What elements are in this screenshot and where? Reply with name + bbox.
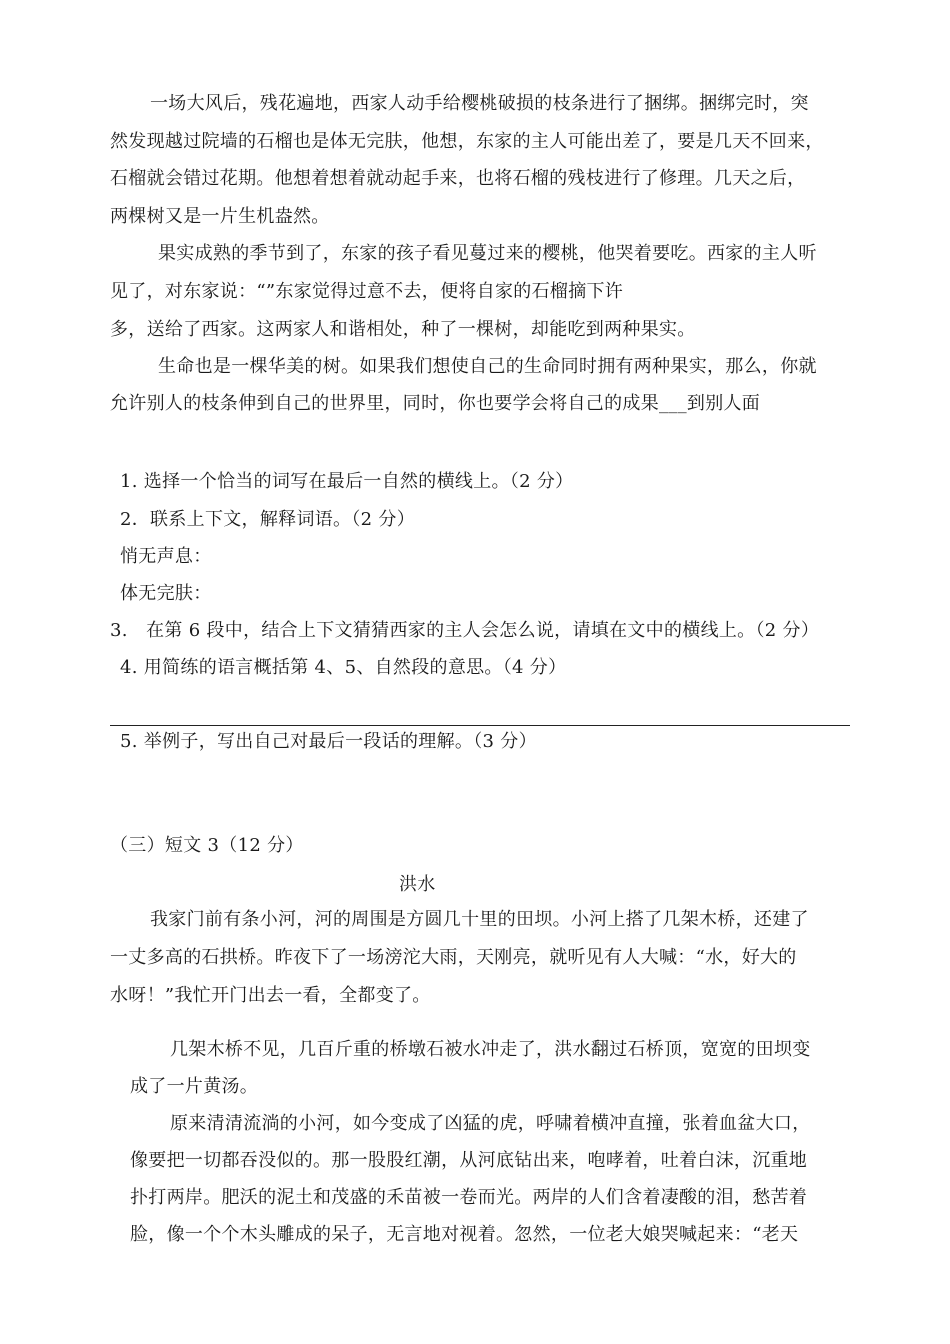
passage-line: 水呀！”我忙开门出去一看，全都变了。 — [110, 985, 431, 1006]
question-3: 3. 在第 6 段中，结合上下文猜猜西家的主人会怎么说，请填在文中的横线上。（2 分） — [110, 620, 820, 641]
passage-line: 像要把一切都吞没似的。那一股股红潮，从河底钻出来，咆哮着，吐着白沫，沉重地 — [130, 1150, 808, 1171]
passage-line: 多，送给了西家。这两家人和谐相处，种了一棵树，却能吃到两种果实。 — [110, 319, 696, 340]
passage-line: 扑打两岸。肥沃的泥土和茂盛的禾苗被一卷而光。两岸的人们含着凄酸的泪，愁苦着 — [130, 1187, 808, 1208]
passage-line: 果实成熟的季节到了，东家的孩子看见蔓过来的樱桃，他哭着要吃。西家的主人听 — [158, 243, 817, 264]
section-heading: （三）短文 3（12 分） — [110, 835, 304, 856]
question-4: 4. 用简练的语言概括第 4、5、自然段的意思。（4 分） — [120, 657, 567, 678]
passage-line: 我家门前有条小河，河的周围是方圆几十里的田坝。小河上搭了几架木桥，还建了 — [150, 909, 809, 930]
passage-line: 几架木桥不见，几百斤重的桥墩石被水冲走了，洪水翻过石桥顶，宽宽的田坝变 — [170, 1039, 811, 1060]
question-2-term-a: 悄无声息： — [120, 546, 212, 567]
passage-line: 允许别人的枝条伸到自己的世界里，同时，你也要学会将自己的成果___到别人面 — [110, 393, 761, 414]
answer-line — [110, 725, 850, 726]
passage-line: 然发现越过院墙的石榴也是体无完肤，他想，东家的主人可能出差了，要是几天不回来， — [110, 131, 824, 152]
question-2: 2．联系上下文，解释词语。（2 分） — [120, 509, 416, 530]
question-2-term-b: 体无完肤： — [120, 583, 212, 604]
passage-line: 两棵树又是一片生机盎然。 — [110, 206, 330, 227]
passage-line: 原来清清流淌的小河，如今变成了凶猛的虎，呼啸着横冲直撞，张着血盆大口， — [170, 1113, 811, 1134]
passage-line: 一丈多高的石拱桥。昨夜下了一场滂沱大雨，天刚亮，就听见有人大喊：“水，好大的 — [110, 947, 797, 968]
question-5: 5. 举例子，写出自己对最后一段话的理解。（3 分） — [120, 731, 537, 752]
passage-title: 洪水 — [399, 874, 436, 895]
passage-line: 脸，像一个个木头雕成的呆子，无言地对视着。忽然，一位老大娘哭喊起来：“老天 — [130, 1224, 799, 1245]
passage-line: 石榴就会错过花期。他想着想着就动起手来，也将石榴的残枝进行了修理。几天之后， — [110, 168, 806, 189]
question-1: 1. 选择一个恰当的词写在最后一自然的横线上。（2 分） — [120, 471, 574, 492]
passage-line: 生命也是一棵华美的树。如果我们想使自己的生命同时拥有两种果实，那么，你就 — [158, 356, 817, 377]
passage-line: 一场大风后，残花遍地，西家人动手给樱桃破损的枝条进行了捆绑。捆绑完时，突 — [150, 93, 809, 114]
passage-line: 成了一片黄汤。 — [130, 1076, 259, 1097]
passage-line: 见了，对东家说：“”东家觉得过意不去，便将自家的石榴摘下许 — [110, 281, 624, 302]
